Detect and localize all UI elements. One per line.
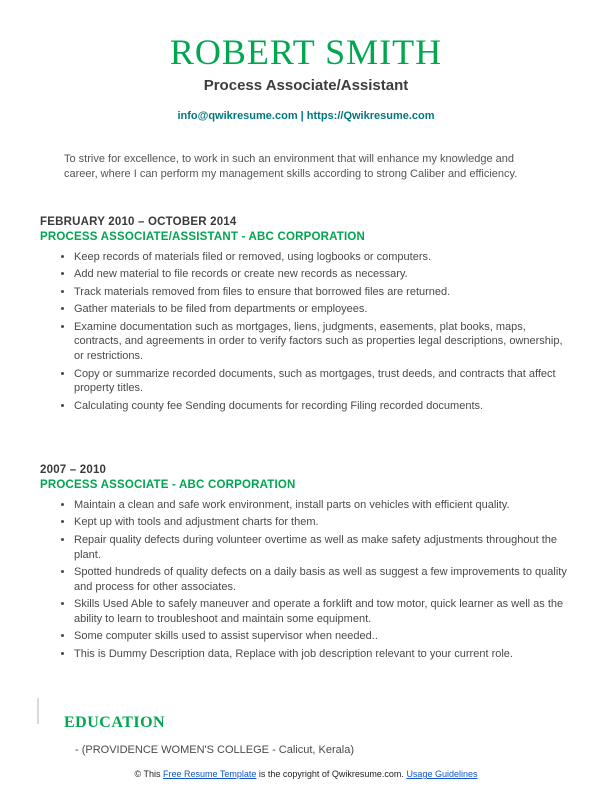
left-margin-mark [37, 698, 39, 724]
education-heading: EDUCATION [64, 713, 166, 731]
candidate-title: Process Associate/Assistant [203, 76, 409, 94]
bullet-item: • Maintain a clean and safe work environment, install parts on vehicles with efficient quality. [74, 498, 567, 513]
footer-text-middle: is the copyright of Qwikresume.com. [256, 769, 407, 779]
experience-section [40, 216, 567, 661]
contact-line: info@qwikresume.com | https://Qwikresume.com [177, 109, 435, 122]
experience-dates: 2007 – 2010 [40, 464, 107, 477]
bullet-item: • Calculating county fee Sending documents for recording Filing recorded documents. [74, 399, 567, 414]
bullet-item: • Kept up with tools and adjustment charts for them. [74, 515, 567, 530]
experience-bullet-list [40, 498, 567, 661]
objective-paragraph: To strive for excellence, to work in such an environment that will enhance my knowledge and career, where I can perform my management skills according to strong Caliber and efficiency. [64, 152, 518, 180]
education-item: - (PROVIDENCE WOMEN'S COLLEGE - Calicut, Kerala) [75, 743, 354, 756]
bullet-item: • Spotted hundreds of quality defects on a daily basis as well as suggest a few improvements to quality and process for other associates. [74, 565, 567, 595]
experience-entry [40, 216, 567, 413]
experience-dates: FEBRUARY 2010 – OCTOBER 2014 [40, 216, 237, 229]
experience-role-heading: PROCESS ASSOCIATE - ABC CORPORATION [40, 479, 296, 492]
bullet-item: • Skills Used Able to safely maneuver and operate a forklift and tow motor, quick learner as well as the ability to learn to troubleshoot and maintain some equipment. [74, 597, 567, 627]
bullet-item: • This is Dummy Description data, Replace with job description relevant to your current role. [74, 647, 567, 662]
candidate-name: ROBERT SMITH [169, 32, 443, 72]
bullet-item: • Track materials removed from files to ensure that borrowed files are returned. [74, 285, 567, 300]
bullet-item: • Keep records of materials filed or removed, using logbooks or computers. [74, 250, 567, 265]
experience-bullet-list [40, 250, 567, 413]
footer-text-prefix: © This [134, 769, 163, 779]
bullet-item: • Repair quality defects during volunteer overtime as well as make safety adjustments throughout the plant. [74, 533, 567, 563]
bullet-item: • Some computer skills used to assist supervisor when needed.. [74, 629, 567, 644]
experience-entry [40, 464, 567, 661]
section-spacer [40, 416, 567, 430]
bullet-item: • Examine documentation such as mortgages, liens, judgments, easements, plat books, maps, contracts, and agreements in order to verify factors such as properties legal descriptions, ownership, or restrictions. [74, 320, 567, 365]
free-resume-template-link[interactable]: Free Resume Template [163, 769, 257, 779]
bullet-item: • Copy or summarize recorded documents, such as mortgages, trust deeds, and contracts that affect property titles. [74, 367, 567, 397]
bullet-item: • Gather materials to be filed from departments or employees. [74, 302, 567, 317]
resume-header [0, 0, 612, 122]
footer-copyright [0, 769, 612, 779]
usage-guidelines-link[interactable]: Usage Guidelines [406, 769, 478, 779]
bullet-item: • Add new material to file records or create new records as necessary. [74, 267, 567, 282]
experience-role-heading: PROCESS ASSOCIATE/ASSISTANT - ABC CORPORATION [40, 231, 366, 244]
